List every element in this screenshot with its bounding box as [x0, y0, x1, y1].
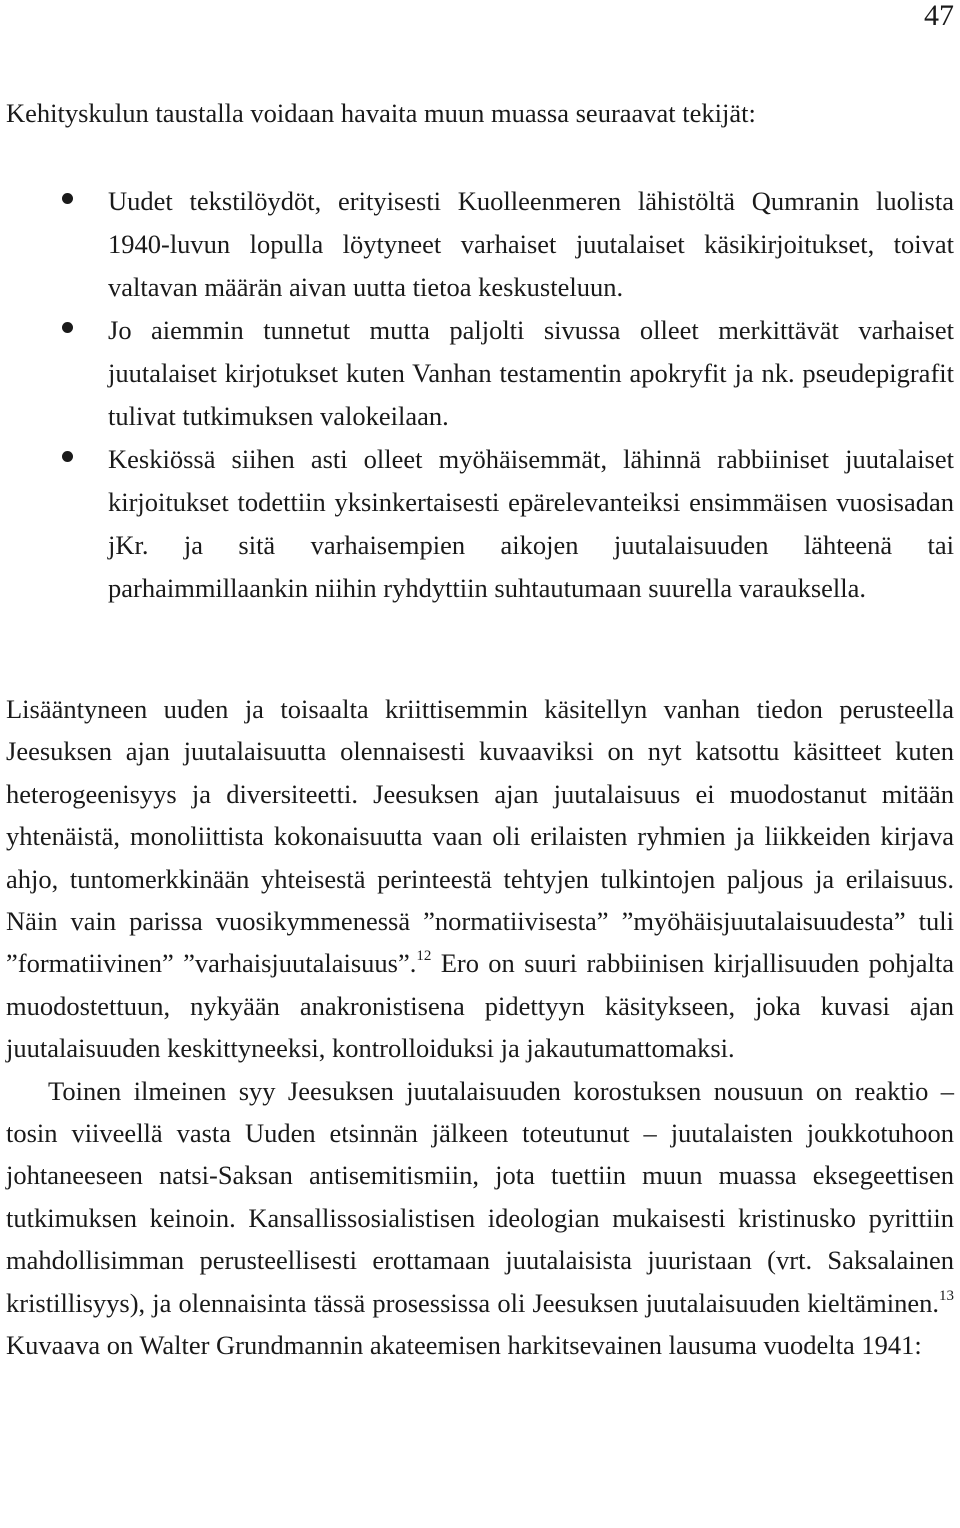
footnote-marker: 12 — [416, 948, 432, 965]
body-text — [6, 688, 954, 1367]
paragraph-text: Toinen ilmeinen syy Jeesuksen juutalaisuuden korostuksen nousuun on reaktio – tosin viiveellä vasta Uuden etsinnän jälkeen toteutunut – juutalaisten joukkotuhoon johtaneeseen natsi-Saksan antisemitismiin, jota tuettiin muun muassa eksegeettisen tutkimuksen keinoin. Kansallissosialistisen ideologian mukaisesti kristinusko pyrittiin mahdollisimman perusteellisesti erottamaan juutalaisista juuristaan (vrt. Saksalainen kristillisyys), ja olennaisinta tässä prosessissa oli Jeesuksen juutalaisuuden kieltäminen. — [6, 1075, 954, 1318]
intro-sentence: Kehityskulun taustalla voidaan havaita muun muassa seuraavat tekijät: — [6, 98, 756, 128]
bullet-icon — [62, 451, 73, 462]
paragraph — [6, 1070, 954, 1367]
bullet-text: Uudet tekstilöydöt, erityisesti Kuolleenmeren lähistöltä Qumranin luolista 1940-luvun lopulla löytyneet varhaiset juutalaiset käsikirjoitukset, toivat valtavan määrän aivan uutta tietoa keskusteluun. — [108, 186, 954, 302]
bullet-item — [0, 438, 960, 610]
bullet-item — [0, 309, 960, 438]
bullet-icon — [62, 193, 73, 204]
paragraph-text: Ero on suuri rabbiinisen kirjallisuuden pohjalta muodostettuun, nykyään anakronistisena pidettyyn käsitykseen, joka kuvasi ajan juutalaisuuden keskittyneeksi, kontrolloiduksi ja jakautumattomaksi. — [6, 948, 954, 1064]
page-number: 47 — [924, 0, 954, 32]
paragraph-text: Lisääntyneen uuden ja toisaalta kriittisemmin käsitellyn vanhan tiedon perusteella Jeesuksen ajan juutalaisuutta olennaisesti kuvaaviksi on nyt katsottu käsitteet kuten heterogeenisyys ja diversiteetti. Jeesuksen ajan juutalaisuus ei muodostanut mitään yhtenäistä, monoliittista kokonaisuutta vaan oli erilaisten ryhmien ja liikkeiden kirjava ahjo, tuntomerkkinään yhteisestä perinteestä tehtyjen tulkintojen paljous ja erilaisuus. Näin vain parissa vuosikymmenessä ”normatiivisesta” ”myöhäisjuutalaisuudesta” tuli ”formatiivinen” ”varhaisjuutalaisuus”. — [6, 694, 954, 979]
bullet-text: Jo aiemmin tunnetut mutta paljolti sivussa olleet merkittävät varhaiset juutalaiset kirjotukset kuten Vanhan testamentin apokryfit ja nk. pseudepigrafit tulivat tutkimuksen valokeilaan. — [108, 315, 954, 431]
footnote-marker: 13 — [939, 1287, 954, 1304]
bullet-list — [0, 180, 960, 610]
bullet-item — [0, 180, 960, 309]
bullet-text: Keskiössä siihen asti olleet myöhäisemmät, lähinnä rabbiiniset juutalaiset kirjoitukset todettiin yksinkertaisesti epärelevanteiksi ensimmäisen vuosisadan jKr. ja sitä varhaisempien aikojen juutalaisuuden lähteenä tai parhaimmillaankin niihin ryhdyttiin suhtautumaan suurella varauksella. — [108, 444, 954, 603]
bullet-icon — [62, 322, 73, 333]
paragraph — [6, 688, 954, 1070]
paragraph-text: Kuvaava on Walter Grundmannin akateemisen harkitsevainen lausuma vuodelta 1941: — [6, 1330, 922, 1361]
